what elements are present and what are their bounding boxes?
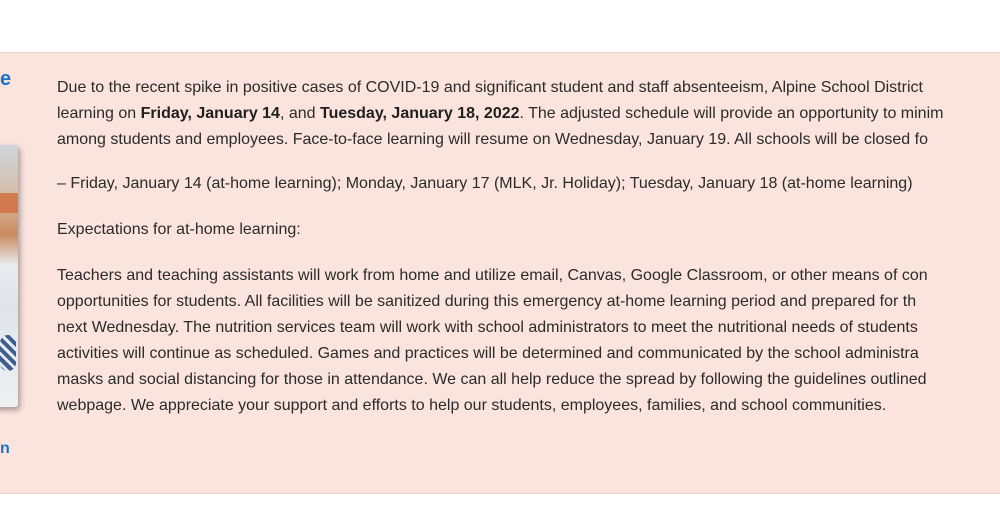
body-line: masks and social distancing for those in attendance. We can all help reduce the spread by following the guidelines outlined xyxy=(57,371,927,388)
date-tuesday-bold: Tuesday, January 18, 2022 xyxy=(319,105,520,122)
intro-line-3: among students and employees. Face-to-face learning will resume on Wednesday, January 19. All schools will be closed fo xyxy=(57,131,928,148)
text-run: learning on xyxy=(57,105,141,122)
covid-alert-panel xyxy=(0,52,1000,494)
sidebar-link-top[interactable]: e xyxy=(0,68,12,90)
expectations-paragraph xyxy=(57,263,928,419)
body-line: next Wednesday. The nutrition services team will work with school administrators to meet the nutritional needs of students xyxy=(57,319,918,336)
intro-paragraph xyxy=(57,75,943,153)
thumbnail-decoration xyxy=(0,335,16,371)
date-friday-bold: Friday, January 14 xyxy=(140,105,280,122)
body-line: webpage. We appreciate your support and efforts to help our students, employees, families, and school communities. xyxy=(57,397,887,414)
schedule-line: – Friday, January 14 (at-home learning); Monday, January 17 (MLK, Jr. Holiday); Tuesday, January 18 (at-home learning) xyxy=(57,175,913,192)
body-line: activities will continue as scheduled. Games and practices will be determined and communicated by the school administra xyxy=(57,345,919,362)
thumbnail-decoration xyxy=(0,193,18,213)
body-line: Teachers and teaching assistants will work from home and utilize email, Canvas, Google Classroom, or other means of con xyxy=(57,267,928,284)
expectations-heading: Expectations for at-home learning: xyxy=(57,221,301,238)
intro-line-1: Due to the recent spike in positive cases of COVID-19 and significant student and staff absenteeism, Alpine School District xyxy=(57,79,923,96)
sidebar-link-bottom[interactable]: n xyxy=(0,440,10,457)
text-run: , and xyxy=(279,105,320,122)
intro-line-2 xyxy=(57,101,943,127)
body-line: opportunities for students. All facilities will be sanitized during this emergency at-home learning period and prepared for th xyxy=(57,293,917,310)
text-run: . The adjusted schedule will provide an opportunity to minim xyxy=(519,105,944,122)
news-thumbnail-image[interactable] xyxy=(0,145,18,407)
